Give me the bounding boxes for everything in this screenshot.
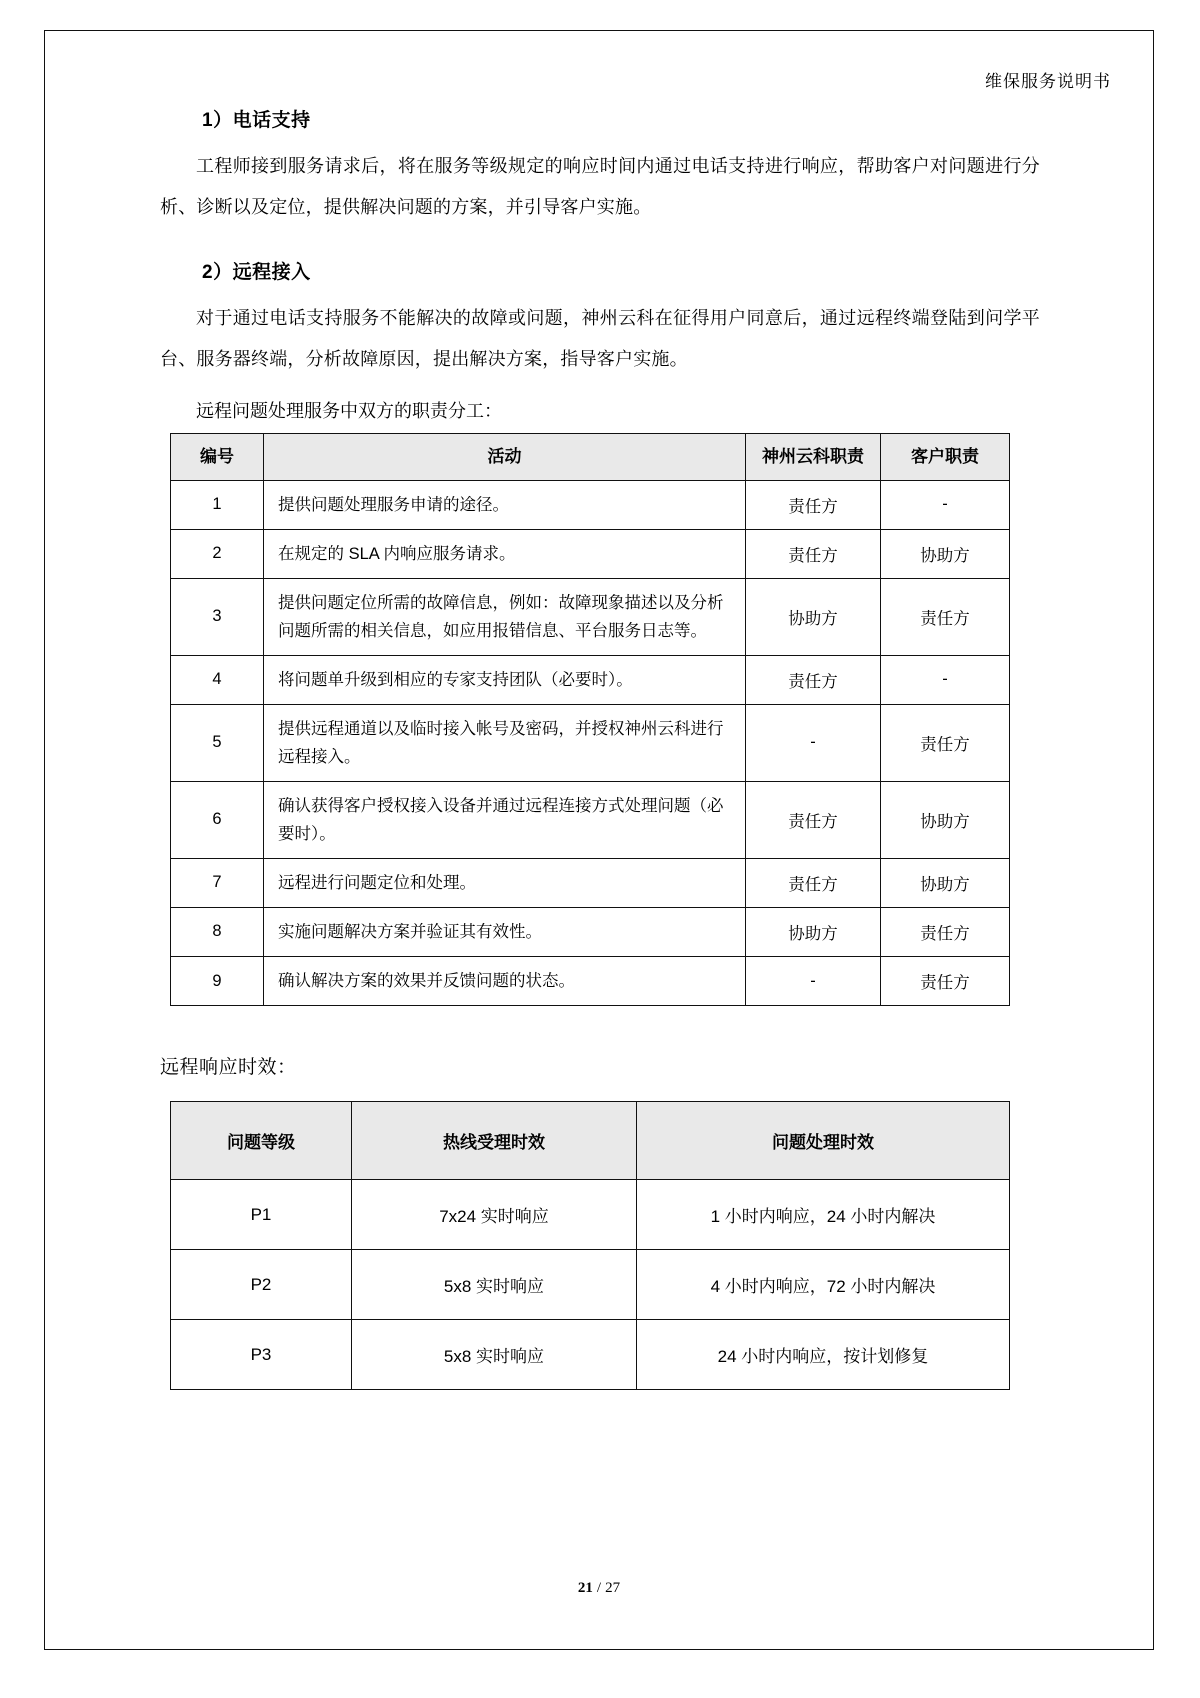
document-page (44, 30, 1154, 1650)
cell-level: P2 (171, 1250, 352, 1320)
cell-vendor: 协助方 (746, 578, 881, 655)
cell-no: 2 (171, 529, 264, 578)
table-row (171, 704, 1010, 781)
table-row (171, 858, 1010, 907)
table-row (171, 781, 1010, 858)
cell-no: 3 (171, 578, 264, 655)
table-header-row (171, 434, 1010, 481)
table-row (171, 480, 1010, 529)
table2-header-handling: 问题处理时效 (637, 1102, 1010, 1180)
footer-current-page: 21 (577, 1580, 593, 1596)
section-heading-remote-access: 2）远程接入 (202, 262, 311, 283)
cell-handling: 1 小时内响应，24 小时内解决 (637, 1180, 1010, 1250)
cell-customer: 责任方 (881, 578, 1010, 655)
cell-level: P3 (171, 1320, 352, 1390)
cell-activity: 在规定的 SLA 内响应服务请求。 (264, 529, 746, 578)
table-row (171, 1320, 1010, 1390)
table-header-row (171, 1102, 1010, 1180)
section-paragraph-remote-access: 对于通过电话支持服务不能解决的故障或问题，神州云科在征得用户同意后，通过远程终端登陆到问学平台、服务器终端，分析故障原因，提出解决方案，指导客户实施。 (160, 308, 1040, 369)
table-row (171, 1250, 1010, 1320)
cell-customer: 责任方 (881, 907, 1010, 956)
cell-vendor: 责任方 (746, 781, 881, 858)
cell-activity: 远程进行问题定位和处理。 (264, 858, 746, 907)
table1-header-vendor: 神州云科职责 (746, 434, 881, 481)
table1-header-no: 编号 (171, 434, 264, 481)
cell-activity: 提供问题处理服务申请的途径。 (264, 480, 746, 529)
page-header-title: 维保服务说明书 (985, 72, 1111, 91)
cell-no: 8 (171, 907, 264, 956)
cell-no: 7 (171, 858, 264, 907)
cell-customer: 责任方 (881, 704, 1010, 781)
cell-hotline: 7x24 实时响应 (352, 1180, 637, 1250)
cell-customer: - (881, 655, 1010, 704)
cell-no: 5 (171, 704, 264, 781)
table-row (171, 655, 1010, 704)
page-content (160, 75, 1040, 1390)
cell-customer: 协助方 (881, 529, 1010, 578)
cell-no: 1 (171, 480, 264, 529)
cell-hotline: 5x8 实时响应 (352, 1320, 637, 1390)
cell-no: 9 (171, 957, 264, 1006)
cell-vendor: 责任方 (746, 655, 881, 704)
cell-activity: 确认解决方案的效果并反馈问题的状态。 (264, 957, 746, 1006)
responsibility-table (170, 433, 1010, 1006)
cell-no: 6 (171, 781, 264, 858)
table-row (171, 529, 1010, 578)
cell-customer: 协助方 (881, 858, 1010, 907)
table1-header-customer: 客户职责 (881, 434, 1010, 481)
cell-customer: - (881, 480, 1010, 529)
cell-vendor: 责任方 (746, 529, 881, 578)
cell-customer: 协助方 (881, 781, 1010, 858)
table-row (171, 1180, 1010, 1250)
cell-activity: 提供远程通道以及临时接入帐号及密码，并授权神州云科进行远程接入。 (264, 704, 746, 781)
cell-handling: 24 小时内响应，按计划修复 (637, 1320, 1010, 1390)
response-time-table (170, 1101, 1010, 1390)
cell-vendor: - (746, 704, 881, 781)
table-row (171, 957, 1010, 1006)
cell-vendor: 责任方 (746, 858, 881, 907)
footer-total-pages: 27 (605, 1580, 621, 1596)
cell-hotline: 5x8 实时响应 (352, 1250, 637, 1320)
cell-activity: 确认获得客户授权接入设备并通过远程连接方式处理问题（必要时）。 (264, 781, 746, 858)
cell-level: P1 (171, 1180, 352, 1250)
table2-header-hotline: 热线受理时效 (352, 1102, 637, 1180)
cell-vendor: 协助方 (746, 907, 881, 956)
table2-caption: 远程响应时效： (160, 1057, 297, 1079)
section-heading-phone-support: 1）电话支持 (202, 110, 311, 131)
table-row (171, 578, 1010, 655)
cell-handling: 4 小时内响应，72 小时内解决 (637, 1250, 1010, 1320)
cell-activity: 实施问题解决方案并验证其有效性。 (264, 907, 746, 956)
cell-customer: 责任方 (881, 957, 1010, 1006)
cell-no: 4 (171, 655, 264, 704)
table2-header-level: 问题等级 (171, 1102, 352, 1180)
cell-vendor: - (746, 957, 881, 1006)
page-footer (45, 1580, 1153, 1597)
cell-activity: 提供问题定位所需的故障信息，例如：故障现象描述以及分析问题所需的相关信息，如应用报错信息、平台服务日志等。 (264, 578, 746, 655)
table1-header-activity: 活动 (264, 434, 746, 481)
table1-caption: 远程问题处理服务中双方的职责分工： (196, 401, 502, 421)
cell-activity: 将问题单升级到相应的专家支持团队（必要时）。 (264, 655, 746, 704)
section-paragraph-phone-support: 工程师接到服务请求后，将在服务等级规定的响应时间内通过电话支持进行响应，帮助客户对问题进行分析、诊断以及定位，提供解决问题的方案，并引导客户实施。 (160, 156, 1040, 217)
footer-separator: / (596, 1580, 602, 1596)
cell-vendor: 责任方 (746, 480, 881, 529)
table-row (171, 907, 1010, 956)
